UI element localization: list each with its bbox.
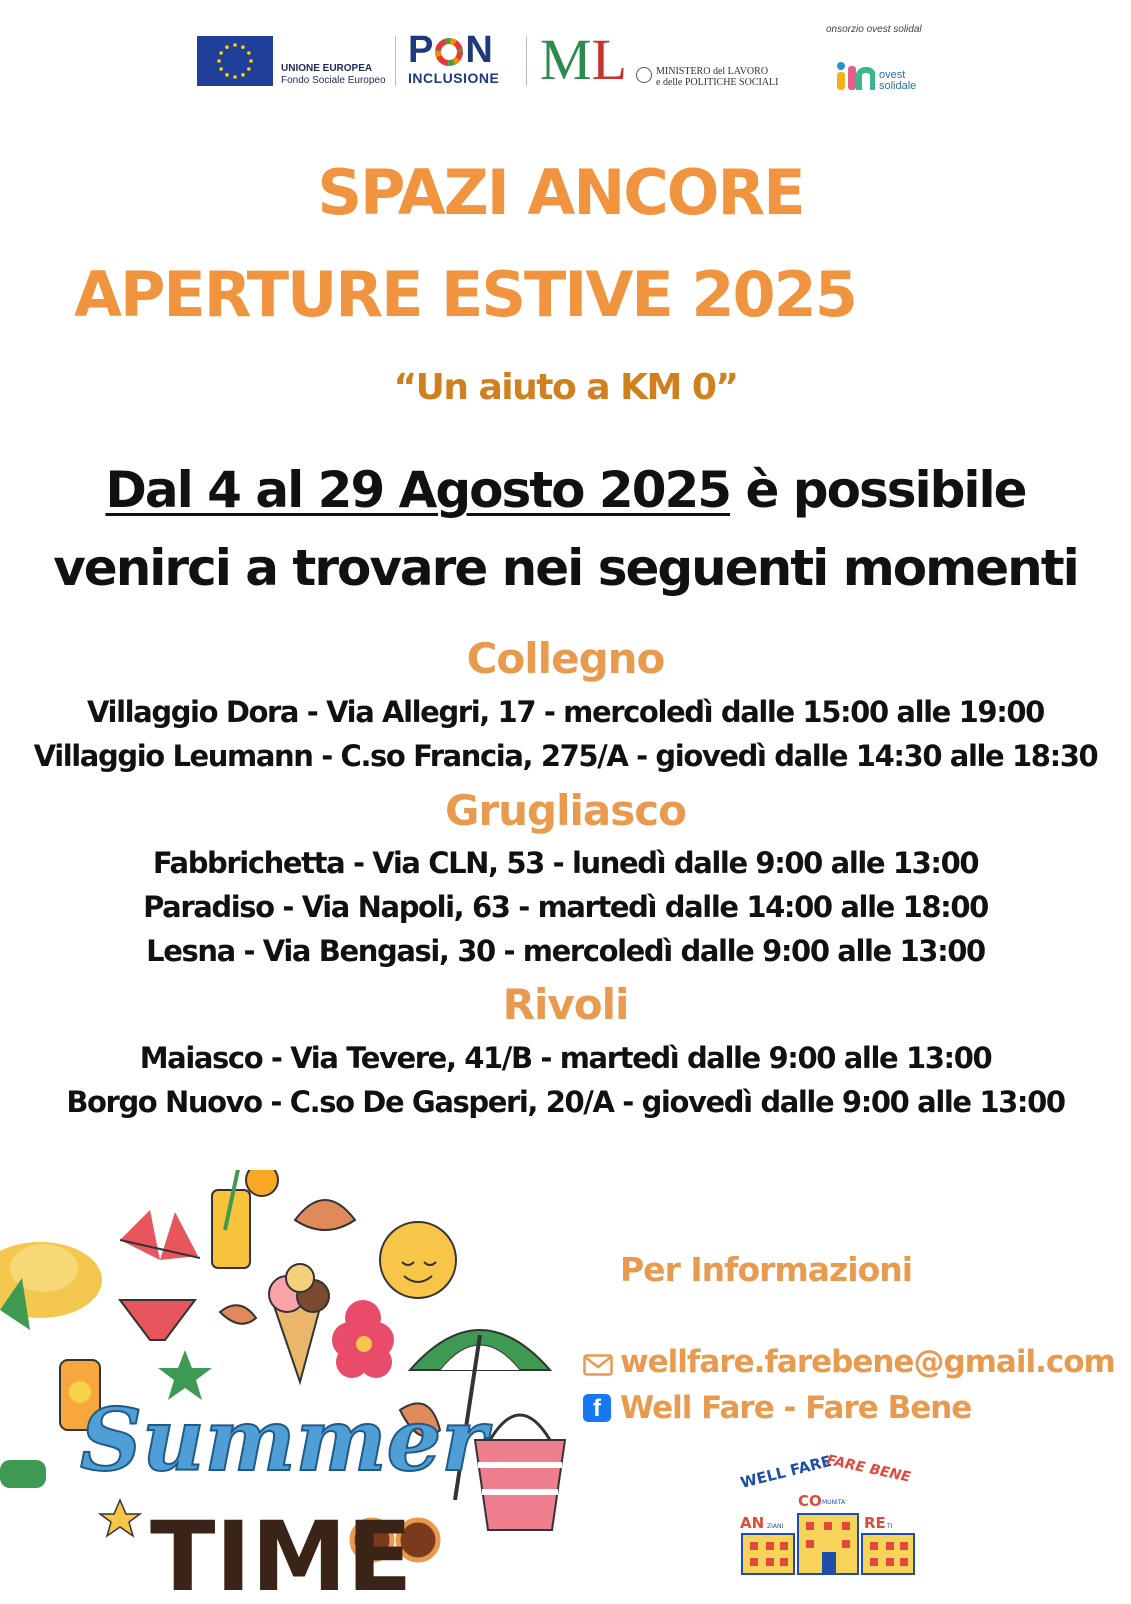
- ministry-label-line2: e delle POLITICHE SOCIALI: [656, 77, 779, 88]
- wellfare-arc-left: WELL FARE: [740, 1451, 834, 1492]
- eu-star: [249, 59, 253, 63]
- eu-star: [225, 73, 229, 77]
- schedule-entry: Fabbrichetta - Via CLN, 53 - lunedì dalle 9:00 alle 13:00: [152, 846, 979, 880]
- logo-divider: [395, 36, 396, 86]
- eu-star: [233, 43, 237, 47]
- intro-line1: [0, 458, 1131, 522]
- info-title: Per Informazioni: [620, 1250, 913, 1289]
- pon-inclusione-logo: [408, 30, 516, 92]
- consortium-caption: onsorzio ovest solidal: [826, 24, 922, 35]
- eu-star: [241, 73, 245, 77]
- eu-label-line2: Fondo Sociale Europeo: [281, 75, 386, 86]
- wellfare-logo: [740, 1448, 920, 1578]
- schedule-entry: Villaggio Dora - Via Allegri, 17 - mercoledì dalle 15:00 alle 19:00: [87, 695, 1044, 729]
- eu-star: [217, 59, 221, 63]
- pon-letter-p: P: [408, 29, 434, 71]
- summer-time-illustration: [0, 1170, 590, 1600]
- intro-dates: Dal 4 al 29 Agosto 2025: [105, 461, 731, 519]
- intro-line1-rest: è possibile: [730, 461, 1026, 519]
- wellfare-comunita: CO: [798, 1492, 822, 1510]
- wellfare-anziani-small: ZIANI: [767, 1523, 784, 1530]
- wellfare-reti: RE: [864, 1514, 886, 1532]
- page-title-line2: APERTURE ESTIVE 2025: [74, 258, 856, 331]
- wellfare-anziani: AN: [740, 1514, 765, 1532]
- schedule-entry: Borgo Nuovo - C.so De Gasperi, 20/A - giovedì dalle 9:00 alle 13:00: [66, 1085, 1065, 1119]
- wellfare-arc-right: FARE BENE: [825, 1452, 912, 1486]
- mail-icon: [583, 1354, 613, 1376]
- ministry-emblem-icon: [636, 67, 652, 83]
- ministry-label-line1: MINISTERO del LAVORO: [656, 66, 769, 77]
- schedule-entry: Lesna - Via Bengasi, 30 - mercoledì dalle 9:00 alle 13:00: [146, 934, 985, 968]
- ovest-line1: ovest: [879, 69, 906, 81]
- eu-label: [281, 63, 386, 87]
- eu-star: [219, 67, 223, 71]
- intro-line2: venirci a trovare nei seguenti momenti: [53, 539, 1078, 597]
- contact-email[interactable]: wellfare.farebene@gmail.com: [620, 1344, 1115, 1380]
- city-heading-collegno: Collegno: [466, 634, 665, 683]
- logo-divider: [526, 36, 527, 86]
- ministry-mark-m: M: [540, 27, 592, 92]
- wellfare-reti-small: TI: [887, 1523, 893, 1530]
- eu-flag-icon: [197, 36, 273, 86]
- pon-ring-icon: [434, 35, 464, 65]
- pon-sub-label: INCLUSIONE: [408, 70, 500, 86]
- ministry-label: [656, 66, 778, 88]
- city-heading-grugliasco: Grugliasco: [444, 786, 687, 835]
- eu-star: [219, 51, 223, 55]
- facebook-icon: f: [583, 1394, 611, 1422]
- ministry-mark-l: L: [591, 27, 628, 92]
- schedule-entry: Paradiso - Via Napoli, 63 - martedì dalle 14:00 alle 18:00: [143, 890, 988, 924]
- ministry-mark: [540, 27, 628, 92]
- eu-star: [241, 45, 245, 49]
- page-subtitle: “Un aiuto a KM 0”: [393, 367, 738, 408]
- ovest-solidale-label: [879, 70, 916, 92]
- facebook-page-link[interactable]: Well Fare - Fare Bene: [620, 1390, 972, 1426]
- pon-letter-n: N: [465, 29, 493, 71]
- eu-star: [247, 67, 251, 71]
- time-word: TIME: [150, 1501, 413, 1600]
- page-title-line1: SPAZI ANCORE: [317, 156, 804, 229]
- wellfare-comunita-small: MUNITA': [822, 1499, 847, 1506]
- schedule-entry: Maiasco - Via Tevere, 41/B - martedì dalle 9:00 alle 13:00: [139, 1041, 992, 1075]
- ovest-solidale-logo: [833, 58, 875, 92]
- eu-star: [247, 51, 251, 55]
- schedule-entry: Villaggio Leumann - C.so Francia, 275/A - giovedì dalle 14:30 alle 18:30: [33, 739, 1098, 773]
- eu-star: [233, 75, 237, 79]
- summer-word: Summer: [80, 1390, 487, 1491]
- ovest-line2: solidale: [879, 80, 917, 92]
- city-heading-rivoli: Rivoli: [502, 980, 629, 1029]
- eu-label-line1: UNIONE EUROPEA: [281, 63, 373, 74]
- eu-star: [225, 45, 229, 49]
